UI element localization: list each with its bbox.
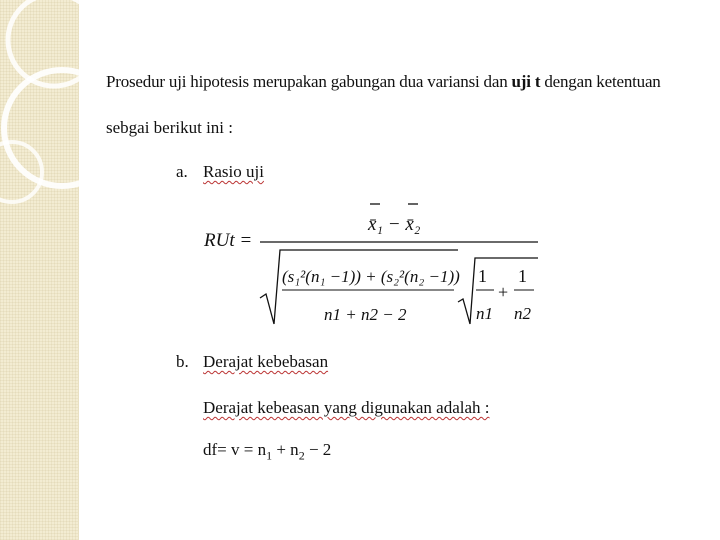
- formula-frac-n2: n2: [514, 304, 531, 323]
- decorative-circles: [0, 0, 140, 220]
- formula-inner-numerator: (s₁²(n₁ −1)) + (s₂²(n₂ −1)): [282, 267, 460, 286]
- svg-text:+: +: [498, 282, 509, 302]
- intro-text-part1: Prosedur uji hipotesis merupakan gabungan dua variansi dan: [106, 72, 512, 91]
- df-prefix: df= v = n: [203, 440, 267, 459]
- formula-frac-n1: n1: [476, 304, 493, 323]
- formula-frac-one-a: 1: [478, 266, 487, 286]
- intro-text-bold: uji t: [511, 72, 541, 91]
- df-sub-2: 2: [298, 448, 305, 463]
- intro-text-part2: dengan ketentuan: [540, 72, 661, 91]
- formula-numerator: x̄₁ − x̄₂: [368, 214, 421, 235]
- formula-inner-denominator: n1 + n2 − 2: [324, 305, 407, 324]
- item-a-marker: a.: [176, 162, 188, 181]
- intro-line-2: sebgai berikut ini :: [106, 118, 234, 137]
- item-b-title: Derajat kebebasan: [203, 352, 329, 371]
- df-suffix: − 2: [304, 440, 332, 459]
- test-ratio-formula: [200, 186, 545, 336]
- df-mid: + n: [272, 440, 299, 459]
- df-formula: [203, 440, 331, 463]
- item-b-marker: b.: [176, 352, 189, 371]
- item-b-description: Derajat kebeasan yang digunakan adalah :: [203, 398, 490, 417]
- df-sub-1: 1: [266, 448, 273, 463]
- intro-line-1: [106, 72, 661, 92]
- formula-frac-one-b: 1: [518, 266, 527, 286]
- item-a-title: Rasio uji: [203, 162, 264, 181]
- formula-lhs: RUt =: [204, 230, 253, 251]
